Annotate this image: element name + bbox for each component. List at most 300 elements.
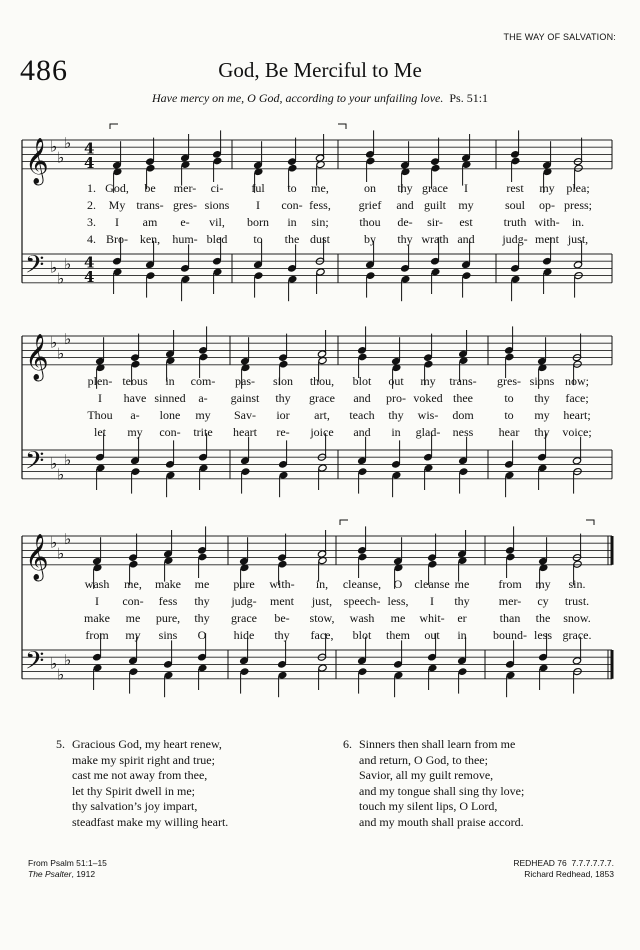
lyric-syllable: voked (413, 391, 443, 405)
lyric-line (0, 627, 640, 643)
lyric-syllable: now; (565, 374, 589, 388)
lyric-syllable: My (108, 198, 126, 212)
lyric-syllable: trans- (449, 374, 477, 388)
lyric-syllable: thy (534, 425, 550, 439)
lyric-syllable: I (98, 391, 102, 405)
note-head (366, 272, 375, 280)
lyric-syllable: thy (534, 391, 550, 405)
lyric-syllable: sinned (154, 391, 186, 405)
lyric-syllable: O (393, 577, 403, 591)
verse-number: 4. (87, 232, 96, 246)
stanza-line: thy salvation’s joy impart, (72, 799, 198, 814)
stanza-line: and my tongue shall sing thy love; (359, 783, 525, 798)
stanza-line: and my mouth shall praise accord. (359, 814, 524, 829)
lyric-syllable: plea; (566, 181, 590, 195)
composer: Richard Redhead, 1853 (524, 869, 614, 879)
note-head (254, 272, 263, 280)
lyric-syllable: ken, (139, 232, 161, 246)
section-heading: THE WAY OF SALVATION: (503, 32, 616, 42)
tune-meter: 7.7.7.7.7.7. (571, 858, 614, 868)
lyric-syllable: out (388, 374, 404, 388)
note-head (146, 272, 155, 280)
lyric-syllable: judg- (502, 232, 528, 246)
bass-clef-icon: 𝄢 (25, 646, 45, 682)
lyric-syllable: my (195, 408, 211, 422)
lyric-syllable: my (458, 198, 474, 212)
epigraph-reference: Ps. 51:1 (449, 91, 489, 105)
verse-number: 1. (87, 181, 96, 195)
lyric-syllable: me (125, 611, 141, 625)
note-head (358, 353, 367, 361)
tune-name: REDHEAD 76 (513, 858, 567, 868)
lyric-syllable: to (504, 391, 514, 405)
lyric-syllable: sion (272, 374, 294, 388)
lyric-syllable: rest (506, 181, 524, 195)
stanza-number: 6. (343, 737, 352, 751)
note-head (366, 157, 375, 165)
lyric-syllable: and (353, 425, 371, 439)
lyric-syllable: com- (190, 374, 216, 388)
lyric-syllable: from (498, 577, 522, 591)
lyric-syllable: wash (84, 577, 110, 591)
lyric-syllable: heart; (563, 408, 591, 422)
note-head (511, 157, 520, 165)
stanza-line: Sinners then shall learn from me (359, 737, 516, 751)
verse-number: 2. (87, 198, 96, 212)
lyric-syllable: judg- (231, 594, 257, 608)
time-signature-top: 4 (84, 139, 95, 158)
lyric-syllable: pure, (155, 611, 181, 625)
note-head (506, 671, 515, 679)
lyric-syllable: cleanse (414, 577, 450, 591)
note-head (318, 464, 327, 472)
lyric-syllable: them (386, 628, 410, 642)
lyric-syllable: ful (251, 181, 265, 195)
lyric-syllable: bound- (493, 628, 527, 642)
note-head (241, 468, 250, 476)
lyric-syllable: cy (537, 594, 549, 608)
bass-clef-icon: 𝄢 (25, 250, 45, 286)
note-head (538, 464, 547, 472)
time-signature-bottom: 4 (84, 153, 95, 172)
lyric-syllable: me (194, 577, 210, 591)
lyric-syllable: plen- (87, 374, 113, 388)
lyric-syllable: thy (397, 181, 413, 195)
lyric-syllable: Sav- (234, 408, 256, 422)
hymn-title: God, Be Merciful to Me (218, 58, 422, 82)
lyric-syllable: cleanse, (342, 577, 382, 591)
lyric-syllable: with- (534, 215, 560, 229)
lyric-syllable: and (396, 198, 414, 212)
lyric-syllable: born (247, 215, 269, 229)
lyric-syllable: make (84, 611, 110, 625)
note-head (424, 464, 433, 472)
lyric-syllable: pro- (386, 391, 406, 405)
lyric-syllable: gres- (497, 374, 521, 388)
lyric-syllable: blot (352, 374, 372, 388)
note-head (574, 164, 583, 172)
lyric-syllable: teous (122, 374, 148, 388)
lyric-syllable: fess, (309, 198, 331, 212)
lyric-syllable: thy (388, 408, 404, 422)
flat-icon: ♭ (57, 269, 65, 288)
note-head (166, 471, 175, 479)
lyric-syllable: in (287, 215, 297, 229)
lyric-syllable: a- (130, 408, 140, 422)
stanza-line: touch my silent lips, O Lord, (359, 799, 498, 814)
note-head (573, 560, 582, 568)
lyric-syllable: grace (231, 611, 257, 625)
flat-icon: ♭ (50, 137, 58, 156)
note-head (278, 560, 287, 568)
lyric-syllable: make (155, 577, 181, 591)
treble-clef-icon: 𝄞 (25, 333, 49, 380)
lyric-syllable: e- (180, 215, 190, 229)
note-head (213, 157, 222, 165)
flat-icon: ♭ (50, 654, 58, 673)
lyric-syllable: thou, (309, 374, 335, 388)
lyric-syllable: sions (204, 198, 230, 212)
lyric-line (0, 610, 640, 626)
flat-icon: ♭ (57, 665, 65, 684)
lyric-syllable: face, (310, 628, 334, 642)
lyric-syllable: snow. (563, 611, 591, 625)
lyric-syllable: thy (275, 391, 291, 405)
lyric-syllable: pure (233, 577, 255, 591)
text-author: The Psalter (28, 869, 72, 879)
lyric-syllable: press; (564, 198, 592, 212)
lyric-line (0, 424, 640, 440)
note-head (394, 671, 403, 679)
stanza-line: steadfast make my willing heart. (72, 814, 229, 829)
epigraph-text: Have mercy on me, O God, according to your unfailing love. (151, 91, 444, 105)
lyric-syllable: wis- (417, 408, 439, 422)
flat-icon: ♭ (57, 465, 65, 484)
note-head (424, 360, 433, 368)
note-head (316, 268, 325, 276)
note-head (279, 471, 288, 479)
lyric-syllable: lone (159, 408, 181, 422)
phrase-bracket (586, 520, 594, 525)
lyric-syllable: sins (158, 628, 178, 642)
lyric-syllable: blot (352, 628, 372, 642)
note-head (198, 553, 207, 561)
flat-icon: ♭ (57, 544, 65, 563)
flat-icon: ♭ (64, 529, 72, 548)
lyric-syllable: stow, (309, 611, 335, 625)
lyric-syllable: bled (206, 232, 228, 246)
note-head (93, 664, 102, 672)
note-head (505, 471, 514, 479)
lyric-syllable: me, (311, 181, 329, 195)
note-head (358, 553, 367, 561)
lyric-syllable: my (539, 181, 555, 195)
treble-clef-icon: 𝄞 (25, 533, 49, 580)
lyric-syllable: be (144, 181, 156, 195)
note-head (279, 360, 288, 368)
lyric-syllable: speech- (343, 594, 381, 608)
lyric-line (0, 180, 640, 196)
note-head (131, 360, 140, 368)
note-head (131, 468, 140, 476)
note-head (428, 664, 437, 672)
note-head (146, 164, 155, 172)
lyric-syllable: to (287, 181, 297, 195)
lyric-syllable: less, (387, 594, 409, 608)
lyric-syllable: heart (233, 425, 257, 439)
lyric-syllable: hide (233, 628, 255, 642)
lyric-line (0, 576, 640, 592)
lyric-syllable: hum- (172, 232, 198, 246)
stanza-line: let thy Spirit dwell in me; (72, 783, 195, 798)
stanza-line: cast me not away from thee, (72, 768, 208, 783)
note-head (543, 268, 552, 276)
lyric-syllable: with- (269, 577, 295, 591)
lyric-syllable: gres- (173, 198, 197, 212)
lyric-syllable: to (253, 232, 263, 246)
stanza-line: Gracious God, my heart renew, (72, 737, 222, 751)
note-head (318, 664, 327, 672)
lyric-syllable: thou (359, 215, 381, 229)
lyric-line (0, 231, 640, 247)
note-head (278, 671, 287, 679)
lyric-syllable: less (534, 628, 552, 642)
lyric-syllable: con- (281, 198, 303, 212)
lyric-syllable: ci- (210, 181, 224, 195)
note-head (431, 268, 440, 276)
lyric-syllable: my (125, 628, 141, 642)
lyric-syllable: to (504, 408, 514, 422)
flat-icon: ♭ (57, 148, 65, 167)
lyric-line (0, 407, 640, 423)
lyric-syllable: sions (529, 374, 555, 388)
lyric-syllable: have (123, 391, 147, 405)
lyric-syllable: trust. (564, 594, 590, 608)
lyric-syllable: voice; (562, 425, 592, 439)
note-head (401, 275, 410, 283)
lyric-syllable: soul (504, 198, 526, 212)
lyric-syllable: dust (309, 232, 331, 246)
lyric-syllable: my (534, 408, 550, 422)
lyric-syllable: con- (159, 425, 181, 439)
note-head (392, 471, 401, 479)
lyric-syllable: teach (349, 408, 375, 422)
lyric-syllable: my (127, 425, 143, 439)
note-head (199, 353, 208, 361)
time-signature-bottom: 4 (84, 267, 95, 286)
note-head (164, 671, 173, 679)
lyric-syllable: whit- (419, 611, 445, 625)
lyric-syllable: ness (452, 425, 474, 439)
note-head (198, 664, 207, 672)
verse-number: 3. (87, 215, 96, 229)
text-credit (28, 858, 107, 880)
note-head (511, 275, 520, 283)
stanza-6 (343, 737, 525, 831)
lyric-syllable: con- (122, 594, 144, 608)
note-head (431, 164, 440, 172)
lyric-syllable: de- (397, 215, 413, 229)
flat-icon: ♭ (64, 329, 72, 348)
lyric-syllable: Thou (87, 408, 113, 422)
lyric-syllable: thee (453, 391, 473, 405)
lyric-line (0, 214, 640, 230)
lyric-syllable: my (420, 374, 436, 388)
stanza-number: 5. (56, 737, 65, 751)
lyric-syllable: the (535, 611, 551, 625)
treble-clef-icon: 𝄞 (25, 137, 49, 184)
note-head (129, 668, 138, 676)
lyric-syllable: I (95, 594, 99, 608)
lyric-syllable: guilt (423, 198, 447, 212)
text-source: From Psalm 51:1–15 (28, 858, 107, 868)
lyric-syllable: vil, (209, 215, 225, 229)
lyric-syllable: sin. (568, 577, 586, 591)
note-head (199, 464, 208, 472)
lyric-syllable: trans- (136, 198, 164, 212)
lyric-syllable: thy (454, 594, 470, 608)
lyric-syllable: Bro- (106, 232, 128, 246)
lyric-syllable: out (424, 628, 440, 642)
phrase-bracket (338, 124, 346, 129)
flat-icon: ♭ (50, 258, 58, 277)
lyric-syllable: me, (124, 577, 142, 591)
stanza-line: make my spirit right and true; (72, 752, 215, 767)
lyric-syllable: let (94, 425, 106, 439)
note-head (358, 468, 367, 476)
lyric-syllable: I (256, 198, 260, 212)
note-head (213, 268, 222, 276)
lyric-syllable: just, (311, 594, 333, 608)
note-head (113, 268, 122, 276)
note-head (96, 464, 105, 472)
stanza-5 (56, 737, 229, 831)
lyric-syllable: by (364, 232, 376, 246)
lyric-syllable: thy (274, 628, 290, 642)
lyric-syllable: from (85, 628, 109, 642)
lyric-syllable: O (197, 628, 207, 642)
lyric-syllable: op- (539, 198, 555, 212)
note-head (573, 360, 582, 368)
lyric-syllable: est (459, 215, 473, 229)
lyric-syllable: face; (565, 391, 589, 405)
lyric-syllable: grace (422, 181, 448, 195)
note-head (358, 668, 367, 676)
tune-credit (513, 858, 614, 880)
lyric-syllable: me (454, 577, 470, 591)
stanza-line: Savior, all my guilt remove, (359, 768, 494, 783)
lyric-syllable: ment (270, 594, 294, 608)
lyric-syllable: am (142, 215, 158, 229)
lyric-syllable: grace. (562, 628, 592, 642)
lyric-syllable: thy (397, 232, 413, 246)
note-head (505, 353, 514, 361)
lyric-syllable: ior (276, 408, 290, 422)
stanza-line: and return, O God, to thee; (359, 752, 488, 767)
lyric-syllable: than (499, 611, 521, 625)
note-head (288, 275, 297, 283)
note-head (129, 560, 138, 568)
lyric-syllable: and (353, 391, 371, 405)
lyric-syllable: pas- (235, 374, 255, 388)
lyric-syllable: just, (567, 232, 589, 246)
lyric-syllable: thy (194, 611, 210, 625)
lyric-syllable: wrath (421, 232, 449, 246)
note-head (458, 668, 467, 676)
text-year: , 1912 (71, 869, 96, 879)
phrase-bracket (340, 520, 348, 525)
lyric-syllable: grace (309, 391, 335, 405)
note-head (240, 668, 249, 676)
note-head (506, 553, 515, 561)
flat-icon: ♭ (64, 651, 72, 670)
lyric-syllable: glad- (415, 425, 441, 439)
lyric-syllable: mer- (498, 594, 522, 608)
note-head (288, 164, 297, 172)
lyric-syllable: my (535, 577, 551, 591)
flat-icon: ♭ (50, 333, 58, 352)
lyric-syllable: thy (194, 594, 210, 608)
phrase-bracket (110, 124, 118, 129)
lyric-syllable: a- (198, 391, 208, 405)
lyric-syllable: I (115, 215, 119, 229)
lyric-syllable: God, (105, 181, 129, 195)
lyric-syllable: fess (158, 594, 178, 608)
lyric-line (0, 390, 640, 406)
hymn-number: 486 (20, 54, 68, 87)
flat-icon: ♭ (64, 451, 72, 470)
lyric-line (0, 373, 640, 389)
note-head (181, 275, 190, 283)
flat-icon: ♭ (50, 454, 58, 473)
lyric-syllable: re- (276, 425, 290, 439)
lyric-syllable: mer- (173, 181, 197, 195)
lyric-syllable: wash (349, 611, 375, 625)
lyric-syllable: in (165, 374, 175, 388)
lyric-line (0, 197, 640, 213)
lyric-syllable: in (457, 628, 467, 642)
lyric-syllable: art, (314, 408, 330, 422)
lyric-syllable: hear (498, 425, 520, 439)
lyric-syllable: truth (503, 215, 527, 229)
flat-icon: ♭ (64, 255, 72, 274)
lyric-syllable: me (390, 611, 406, 625)
bass-clef-icon: 𝄢 (25, 446, 45, 482)
lyric-syllable: er (457, 611, 467, 625)
lyric-syllable: sin; (311, 215, 329, 229)
lyric-line (0, 593, 640, 609)
lyric-syllable: in (391, 425, 401, 439)
lyric-syllable: the (284, 232, 300, 246)
flat-icon: ♭ (57, 344, 65, 363)
lyric-syllable: dom (452, 408, 474, 422)
note-head (428, 560, 437, 568)
lyric-syllable: joice (310, 425, 334, 439)
lyric-syllable: grief (358, 198, 382, 212)
lyric-syllable: sir- (427, 215, 443, 229)
lyric-syllable: I (464, 181, 468, 195)
lyric-syllable: ment (535, 232, 559, 246)
note-head (459, 468, 468, 476)
lyric-syllable: and (457, 232, 475, 246)
time-signature-top: 4 (84, 253, 95, 272)
lyric-syllable: trite (193, 425, 213, 439)
lyric-syllable: I (430, 594, 434, 608)
lyric-syllable: on (364, 181, 376, 195)
flat-icon: ♭ (64, 133, 72, 152)
lyric-syllable: be- (274, 611, 290, 625)
lyric-syllable: gainst (230, 391, 260, 405)
